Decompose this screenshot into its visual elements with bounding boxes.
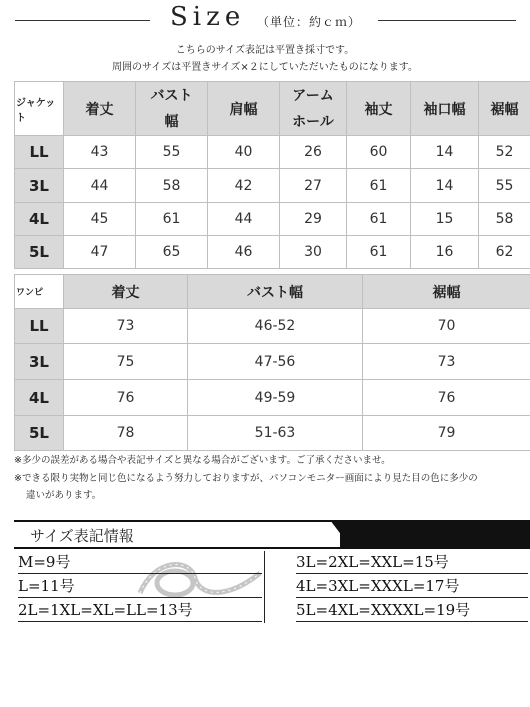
- table-cell: 14: [411, 136, 479, 169]
- jacket-col-header: [479, 82, 530, 136]
- header-line: 肩幅: [229, 101, 258, 118]
- header-line: 幅: [164, 113, 179, 130]
- table-cell: 47: [64, 236, 136, 269]
- table-cell: 16: [411, 236, 479, 269]
- size-equivalence: 4L=3XL=XXXL=17号: [296, 575, 528, 598]
- jacket-col-header: [136, 82, 208, 136]
- footnote-error: ※多少の誤差がある場合や表記サイズと異なる場合がございます。ご了承くださいませ。: [14, 455, 391, 466]
- table-cell: 65: [136, 236, 208, 269]
- table-cell: 61: [347, 203, 411, 236]
- size-label: LL: [15, 309, 64, 344]
- table-cell: 51-63: [188, 416, 363, 451]
- unit-label: （単位：約ｃｍ）: [257, 15, 362, 29]
- table-cell: 73: [363, 344, 530, 380]
- table-cell: 43: [64, 136, 136, 169]
- size-info-wedge: [330, 520, 352, 549]
- table-cell: 42: [208, 169, 280, 203]
- table-row: [15, 416, 530, 451]
- size-info-black-band: [340, 520, 530, 549]
- table-cell: 76: [363, 380, 530, 416]
- table-cell: 46-52: [188, 309, 363, 344]
- dress-col-header: 着丈: [64, 275, 188, 309]
- table-cell: 26: [280, 136, 347, 169]
- table-cell: 61: [347, 236, 411, 269]
- size-title-row: [0, 0, 530, 38]
- jacket-col-header: [411, 82, 479, 136]
- table-cell: 15: [411, 203, 479, 236]
- jacket-header-row: [15, 82, 530, 136]
- table-cell: 62: [479, 236, 530, 269]
- table-cell: 44: [208, 203, 280, 236]
- size-label: 3L: [15, 169, 64, 203]
- table-row: [15, 309, 530, 344]
- header-line: ホール: [292, 113, 334, 130]
- jacket-corner-label: ジャケット: [15, 82, 64, 136]
- size-label: LL: [15, 136, 64, 169]
- jacket-size-table: [14, 81, 530, 269]
- dress-corner-label: ワンピ: [15, 275, 64, 309]
- title-rule-left: [15, 20, 150, 21]
- table-cell: 58: [479, 203, 530, 236]
- footnote-color: ※できる限り実物と同じ色になるよう努力しておりますが、パソコンモニター画面により見た目の色に多少の: [14, 473, 478, 484]
- table-cell: 47-56: [188, 344, 363, 380]
- table-cell: 46: [208, 236, 280, 269]
- table-cell: 58: [136, 169, 208, 203]
- size-label: 5L: [15, 416, 64, 451]
- table-cell: 30: [280, 236, 347, 269]
- header-line: 着丈: [85, 101, 114, 118]
- jacket-col-header: [64, 82, 136, 136]
- table-cell: 55: [479, 169, 530, 203]
- dress-col-header: 裾幅: [363, 275, 530, 309]
- table-cell: 14: [411, 169, 479, 203]
- size-info-title: サイズ表記情報: [30, 527, 134, 545]
- table-row: [15, 203, 530, 236]
- footnote-color-cont: 違いがあります。: [26, 490, 102, 501]
- size-label: 5L: [15, 236, 64, 269]
- table-cell: 76: [64, 380, 188, 416]
- page-title: Size: [170, 2, 246, 32]
- table-cell: 78: [64, 416, 188, 451]
- size-equivalence: 3L=2XL=XXL=15号: [296, 551, 528, 574]
- table-row: [15, 344, 530, 380]
- table-cell: 61: [136, 203, 208, 236]
- header-line: 袖口幅: [423, 101, 466, 118]
- header-line: 袖丈: [364, 101, 393, 118]
- size-equivalence: 2L=1XL=XL=LL=13号: [18, 599, 262, 622]
- table-cell: 55: [136, 136, 208, 169]
- grid-divider: [264, 551, 265, 623]
- table-cell: 44: [64, 169, 136, 203]
- table-cell: 29: [280, 203, 347, 236]
- size-conversion-grid: [14, 551, 530, 623]
- size-equivalence: M=9号: [18, 551, 262, 574]
- title-rule-right: [378, 20, 516, 21]
- circumference-note: 周囲のサイズは平置きサイズ×２にしていただいたものになります。: [112, 62, 418, 73]
- dress-size-table: [14, 274, 530, 451]
- table-cell: 40: [208, 136, 280, 169]
- table-row: [15, 380, 530, 416]
- size-info-header: [14, 520, 530, 549]
- table-cell: 70: [363, 309, 530, 344]
- jacket-col-header: [208, 82, 280, 136]
- table-cell: 75: [64, 344, 188, 380]
- header-line: バスト: [150, 87, 193, 104]
- size-label: 3L: [15, 344, 64, 380]
- table-cell: 79: [363, 416, 530, 451]
- size-equivalence: L=11号: [18, 575, 262, 598]
- table-cell: 73: [64, 309, 188, 344]
- table-row: [15, 169, 530, 203]
- header-line: 裾幅: [490, 101, 519, 118]
- dress-col-header: バスト幅: [188, 275, 363, 309]
- table-cell: 45: [64, 203, 136, 236]
- jacket-col-header: [280, 82, 347, 136]
- table-cell: 49-59: [188, 380, 363, 416]
- table-cell: 61: [347, 169, 411, 203]
- table-cell: 52: [479, 136, 530, 169]
- table-cell: 60: [347, 136, 411, 169]
- table-cell: 27: [280, 169, 347, 203]
- table-row: [15, 236, 530, 269]
- jacket-col-header: [347, 82, 411, 136]
- measure-note: こちらのサイズ表記は平置き採寸です。: [175, 45, 355, 56]
- dress-header-row: [15, 275, 530, 309]
- header-line: アーム: [292, 87, 334, 104]
- size-label: 4L: [15, 380, 64, 416]
- size-equivalence: 5L=4XL=XXXXL=19号: [296, 599, 528, 622]
- size-label: 4L: [15, 203, 64, 236]
- table-row: [15, 136, 530, 169]
